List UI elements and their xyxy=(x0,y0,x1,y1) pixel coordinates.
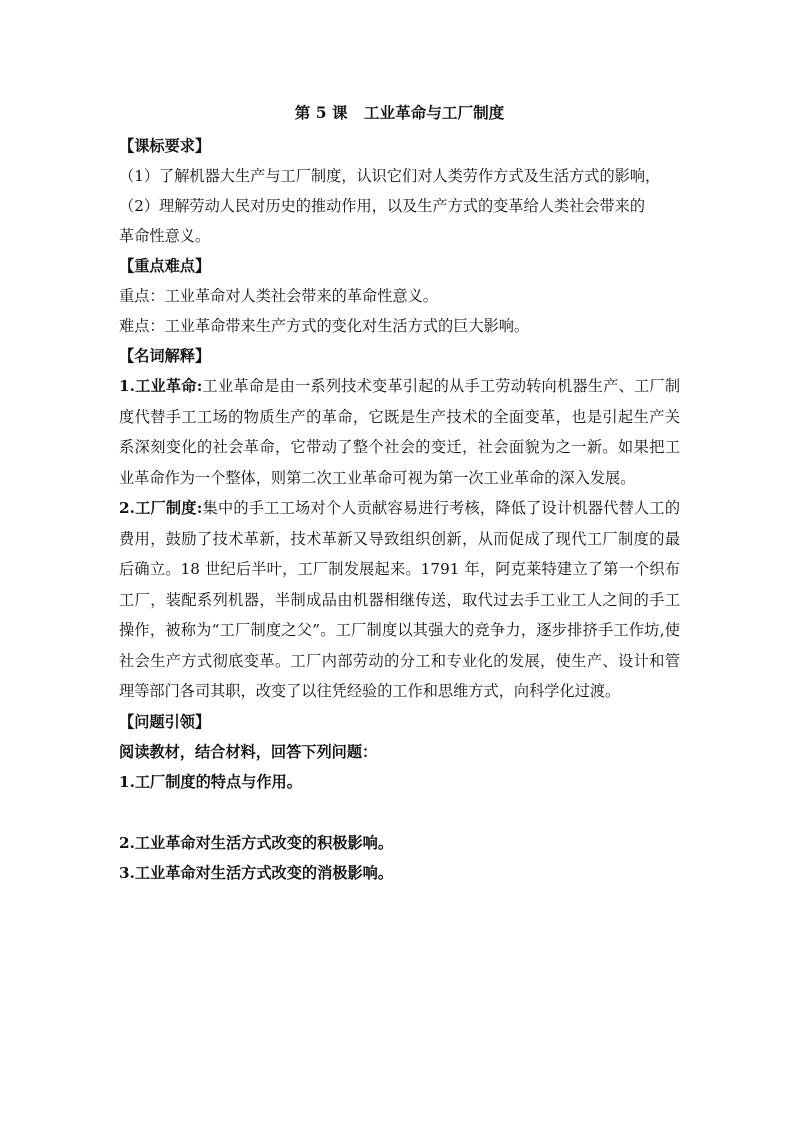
section-heading-curriculum: 【课标要求】 xyxy=(119,137,211,155)
term-label: 2.工厂制度: xyxy=(119,499,203,517)
questions-intro: 阅读教材，结合材料，回答下列问题： xyxy=(119,742,378,761)
section-heading-questions: 【问题引领】 xyxy=(119,712,211,731)
difficulty-text: 难点：工业革命带来生产方式的变化对生活方式的巨大影响。 xyxy=(119,317,530,335)
curriculum-item-2: （2）理解劳动人民对历史的推动作用，以及生产方式的变革给人类社会带来的 xyxy=(119,197,646,215)
answer-space xyxy=(119,797,680,828)
term-definition: 集中的手工工场对个人贡献容易进行考核，降低了设计机器代替人工的费用，鼓励了技术革新，技术革新又导致组织创新，从而促成了现代工厂制度的最后确立。18 世纪后半叶，工厂制发展起来。1791 年，阿克莱特建立了第一个织布工厂，装配系列机器，半制成品由机器相继传送，取代过去手工业工人之间的手工操作，被称为“工厂制度之父”。工厂制度以其强大的竞争力，逐步排挤手工作坊,使社会生产方式彻底变革。工厂内部劳动的分工和专业化的发展，使生产、设计和管理等部门各司其职，改变了以往凭经验的工作和思维方式，向科学化过渡。 xyxy=(119,499,681,700)
document-body xyxy=(119,101,680,888)
term-label: 1.工业革命: xyxy=(119,377,203,395)
curriculum-item-2-cont: 革命性意义。 xyxy=(119,227,211,245)
section-heading-key-points: 【重点难点】 xyxy=(119,257,211,275)
glossary-term-industrial-revolution xyxy=(119,371,680,493)
term-definition: 工业革命是由一系列技术变革引起的从手工劳动转向机器生产、工厂制度代替手工工场的物质生产的革命，它既是生产技术的全面变革，也是引起生产关系深刻变化的社会革命，它带动了整个社会的变迁，社会面貌为之一新。如果把工业革命作为一个整体，则第二次工业革命可视为第一次工业革命的深入发展。 xyxy=(119,377,681,487)
curriculum-item-1: （1）了解机器大生产与工厂制度，认识它们对人类劳作方式及生活方式的影响， xyxy=(119,167,661,185)
question-2: 2.工业革命对生活方式改变的积极影响。 xyxy=(119,833,394,852)
section-heading-glossary: 【名词解释】 xyxy=(119,347,211,365)
page-title: 第 5 课 工业革命与工厂制度 xyxy=(294,103,505,122)
question-1: 1.工厂制度的特点与作用。 xyxy=(119,772,302,791)
glossary-term-factory-system xyxy=(119,493,680,707)
key-point-text: 重点：工业革命对人类社会带来的革命性意义。 xyxy=(119,287,438,305)
question-3: 3.工业革命对生活方式改变的消极影响。 xyxy=(119,863,394,882)
